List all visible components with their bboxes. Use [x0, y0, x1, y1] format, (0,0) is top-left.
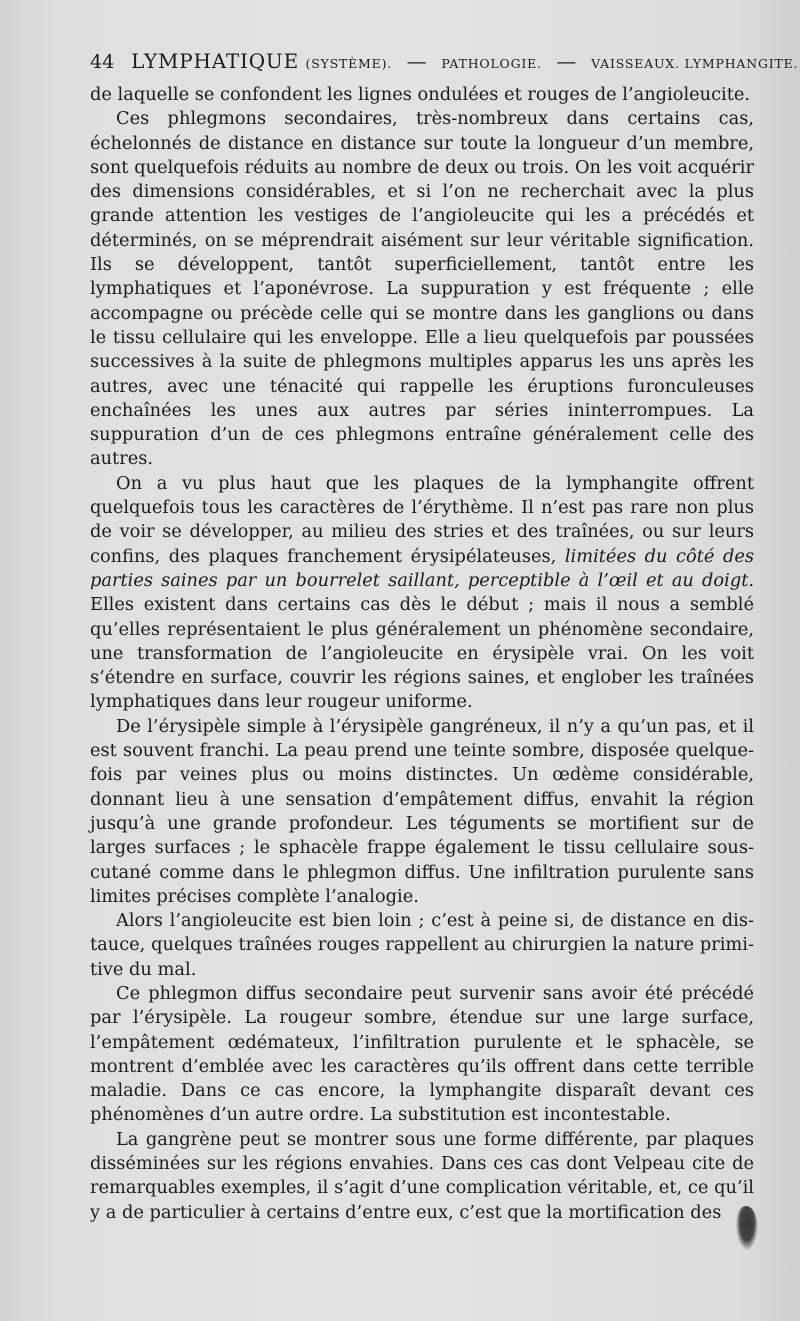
- header-dash: —: [556, 49, 577, 73]
- page-number: 44: [90, 51, 115, 73]
- paragraph: La gangrène peut se montrer sous une forme différente, par plaques disséminées sur les régions envahies. Dans ces cas dont Velpeau cite de remarquables exemples, il s’agit d’une complication véritable, et, ce qu’il y a de particulier à certains d’entre eux, c’est que la mortification des: [90, 1128, 754, 1223]
- paragraph: Alors l’angioleucite est bien loin ; c’est à peine si, de distance en distauce, quelques traînées rouges rappellent au chirurgien la nature primitive du mal.: [90, 910, 754, 980]
- paragraph: De l’érysipèle simple à l’érysipèle gangréneux, il n’y a qu’un pas, et il est souvent franchi. La peau prend une teinte sombre, disposée quelquefois par veines plus ou moins distinctes. Un œdème considérable, donnant lieu à une sensation d’empâtement diffus, envahit la région jusqu’à une grande profondeur. Les téguments se mortifient sur de larges surfaces ; le sphacèle frappe également le tissu cellulaire sous-cutané comme dans le phlegmon diffus. Une infiltration purulente sans limites précises complète l’analogie.: [90, 715, 754, 907]
- paragraph-text: On a vu plus haut que les plaques de la lymphangite offrent quelquefois tous les caractères de l’érythème. Il n’est pas rare non plus de voir se développer, au milieu des stries et des traînées, ou sur leurs confins, des plaques franchement érysipélateuses,: [90, 472, 754, 567]
- paragraph-text: Elles existent dans certains cas dès le début ; mais il nous a semblé qu’elles représentaient le plus généralement un phénomène secondaire, une transformation de l’angioleucite en érysipèle vrai. On les voit s’étendre en surface, couvrir les régions saines, et englober les traînées lymphatiques dans leur rougeur uniforme.: [90, 594, 754, 713]
- paragraph: de laquelle se confondent les lignes ondulées et rouges de l’angioleucite.: [90, 84, 751, 105]
- paragraph: Ce phlegmon diffus secondaire peut survenir sans avoir été précédé par l’érysipèle. La rougeur sombre, étendue sur une large surface, l’empâtement œdémateux, l’infiltration purulente et le sphacèle, se montrent d’emblée avec les caractères qu’ils offrent dans cette terrible maladie. Dans ce cas encore, la lymphangite disparaît devant ces phénomènes d’un autre ordre. La substitution est incontestable.: [90, 982, 754, 1126]
- ink-stain: [736, 1206, 758, 1250]
- header-title: LYMPHATIQUE: [131, 49, 299, 73]
- body-text: [90, 83, 754, 1225]
- running-header: [90, 46, 799, 76]
- header-subtitle: (SYSTÈME).: [305, 56, 393, 71]
- header-section: PATHOLOGIE.: [441, 56, 542, 71]
- header-topic: VAISSEAUX. LYMPHANGITE.: [591, 56, 799, 71]
- header-dash: —: [406, 49, 427, 73]
- paragraph: [90, 472, 754, 715]
- italic-quote: limitées du côté des parties saines par un bourrelet saillant, perceptible à l’œil et au doigt.: [90, 545, 754, 591]
- paragraph: Ces phlegmons secondaires, très-nombreux dans certains cas, échelonnés de distance en distance sur toute la longueur d’un membre, sont quelquefois réduits au nombre de deux ou trois. On les voit acquérir des dimensions considérables, et si l’on ne recherchait avec la plus grande attention les vestiges de l’angioleucite qui les a précédés et déterminés, on se méprendrait aisément sur leur véritable signification. Ils se développent, tantôt superficiellement, tantôt entre les lymphatiques et l’aponévrose. La suppuration y est fréquente ; elle accompagne ou précède celle qui se montre dans les ganglions ou dans le tissu cellulaire qui les enveloppe. Elle a lieu quelquefois par poussées successives à la suite de phlegmons multiples apparus les uns après les autres, avec une ténacité qui rappelle les éruptions furonculeuses enchaînées les unes aux autres par séries ininterrompues. La suppuration d’un de ces phlegmons entraîne généralement celle des autres.: [90, 108, 754, 470]
